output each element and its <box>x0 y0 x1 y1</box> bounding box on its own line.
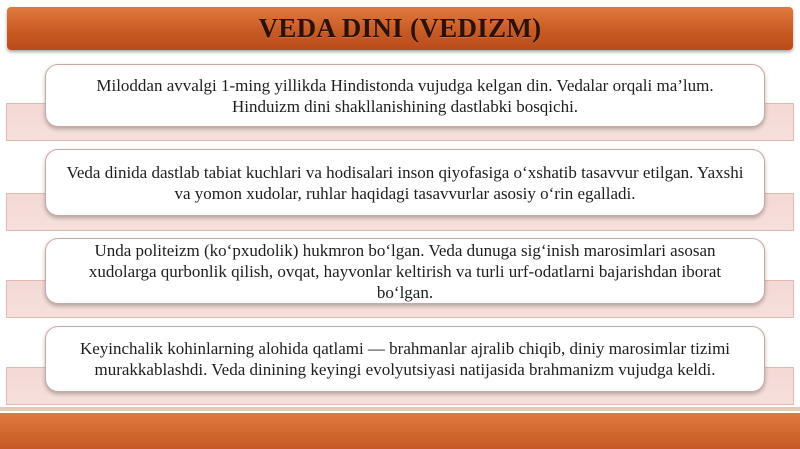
content-text-2: Veda dinida dastlab tabiat kuchlari va hodisalari inson qiyofasiga oʻxshatib tasavvur etilgan. Yaxshi va yomon xudolar, ruhlar haqidagi tasavvurlar asosiy oʻrin egalladi. <box>66 162 744 203</box>
content-box-3 <box>45 238 765 304</box>
content-box-2 <box>45 149 765 216</box>
content-text-1: Miloddan avvalgi 1-ming yillikda Hindistonda vujudga kelgan din. Vedalar orqali ma’lum. Hinduizm dini shakllanishining dastlabki bosqichi. <box>96 75 714 116</box>
bottom-stripe <box>0 407 800 411</box>
slide-title: VEDA DINI (VEDIZM) <box>258 13 542 43</box>
content-box-1 <box>45 64 765 127</box>
content-box-4 <box>45 326 765 392</box>
content-text-3: Unda politeizm (koʻpxudolik) hukmron boʻlgan. Veda dunuga sigʻinish marosimlari asosan xudolarga qurbonlik qilish, ovqat, hayvonlar keltirish va turli urf-odatlarni bajarishdan iborat boʻlgan. <box>88 240 722 302</box>
content-text-4: Keyinchalik kohinlarning alohida qatlami — brahmanlar ajralib chiqib, diniy marosimlar tizimi murakkablashdi. Veda dinining keyingi evolyutsiyasi natijasida brahmanizm vujudga keldi. <box>79 339 731 379</box>
title-bar <box>7 7 793 50</box>
footer-bar <box>0 413 800 449</box>
